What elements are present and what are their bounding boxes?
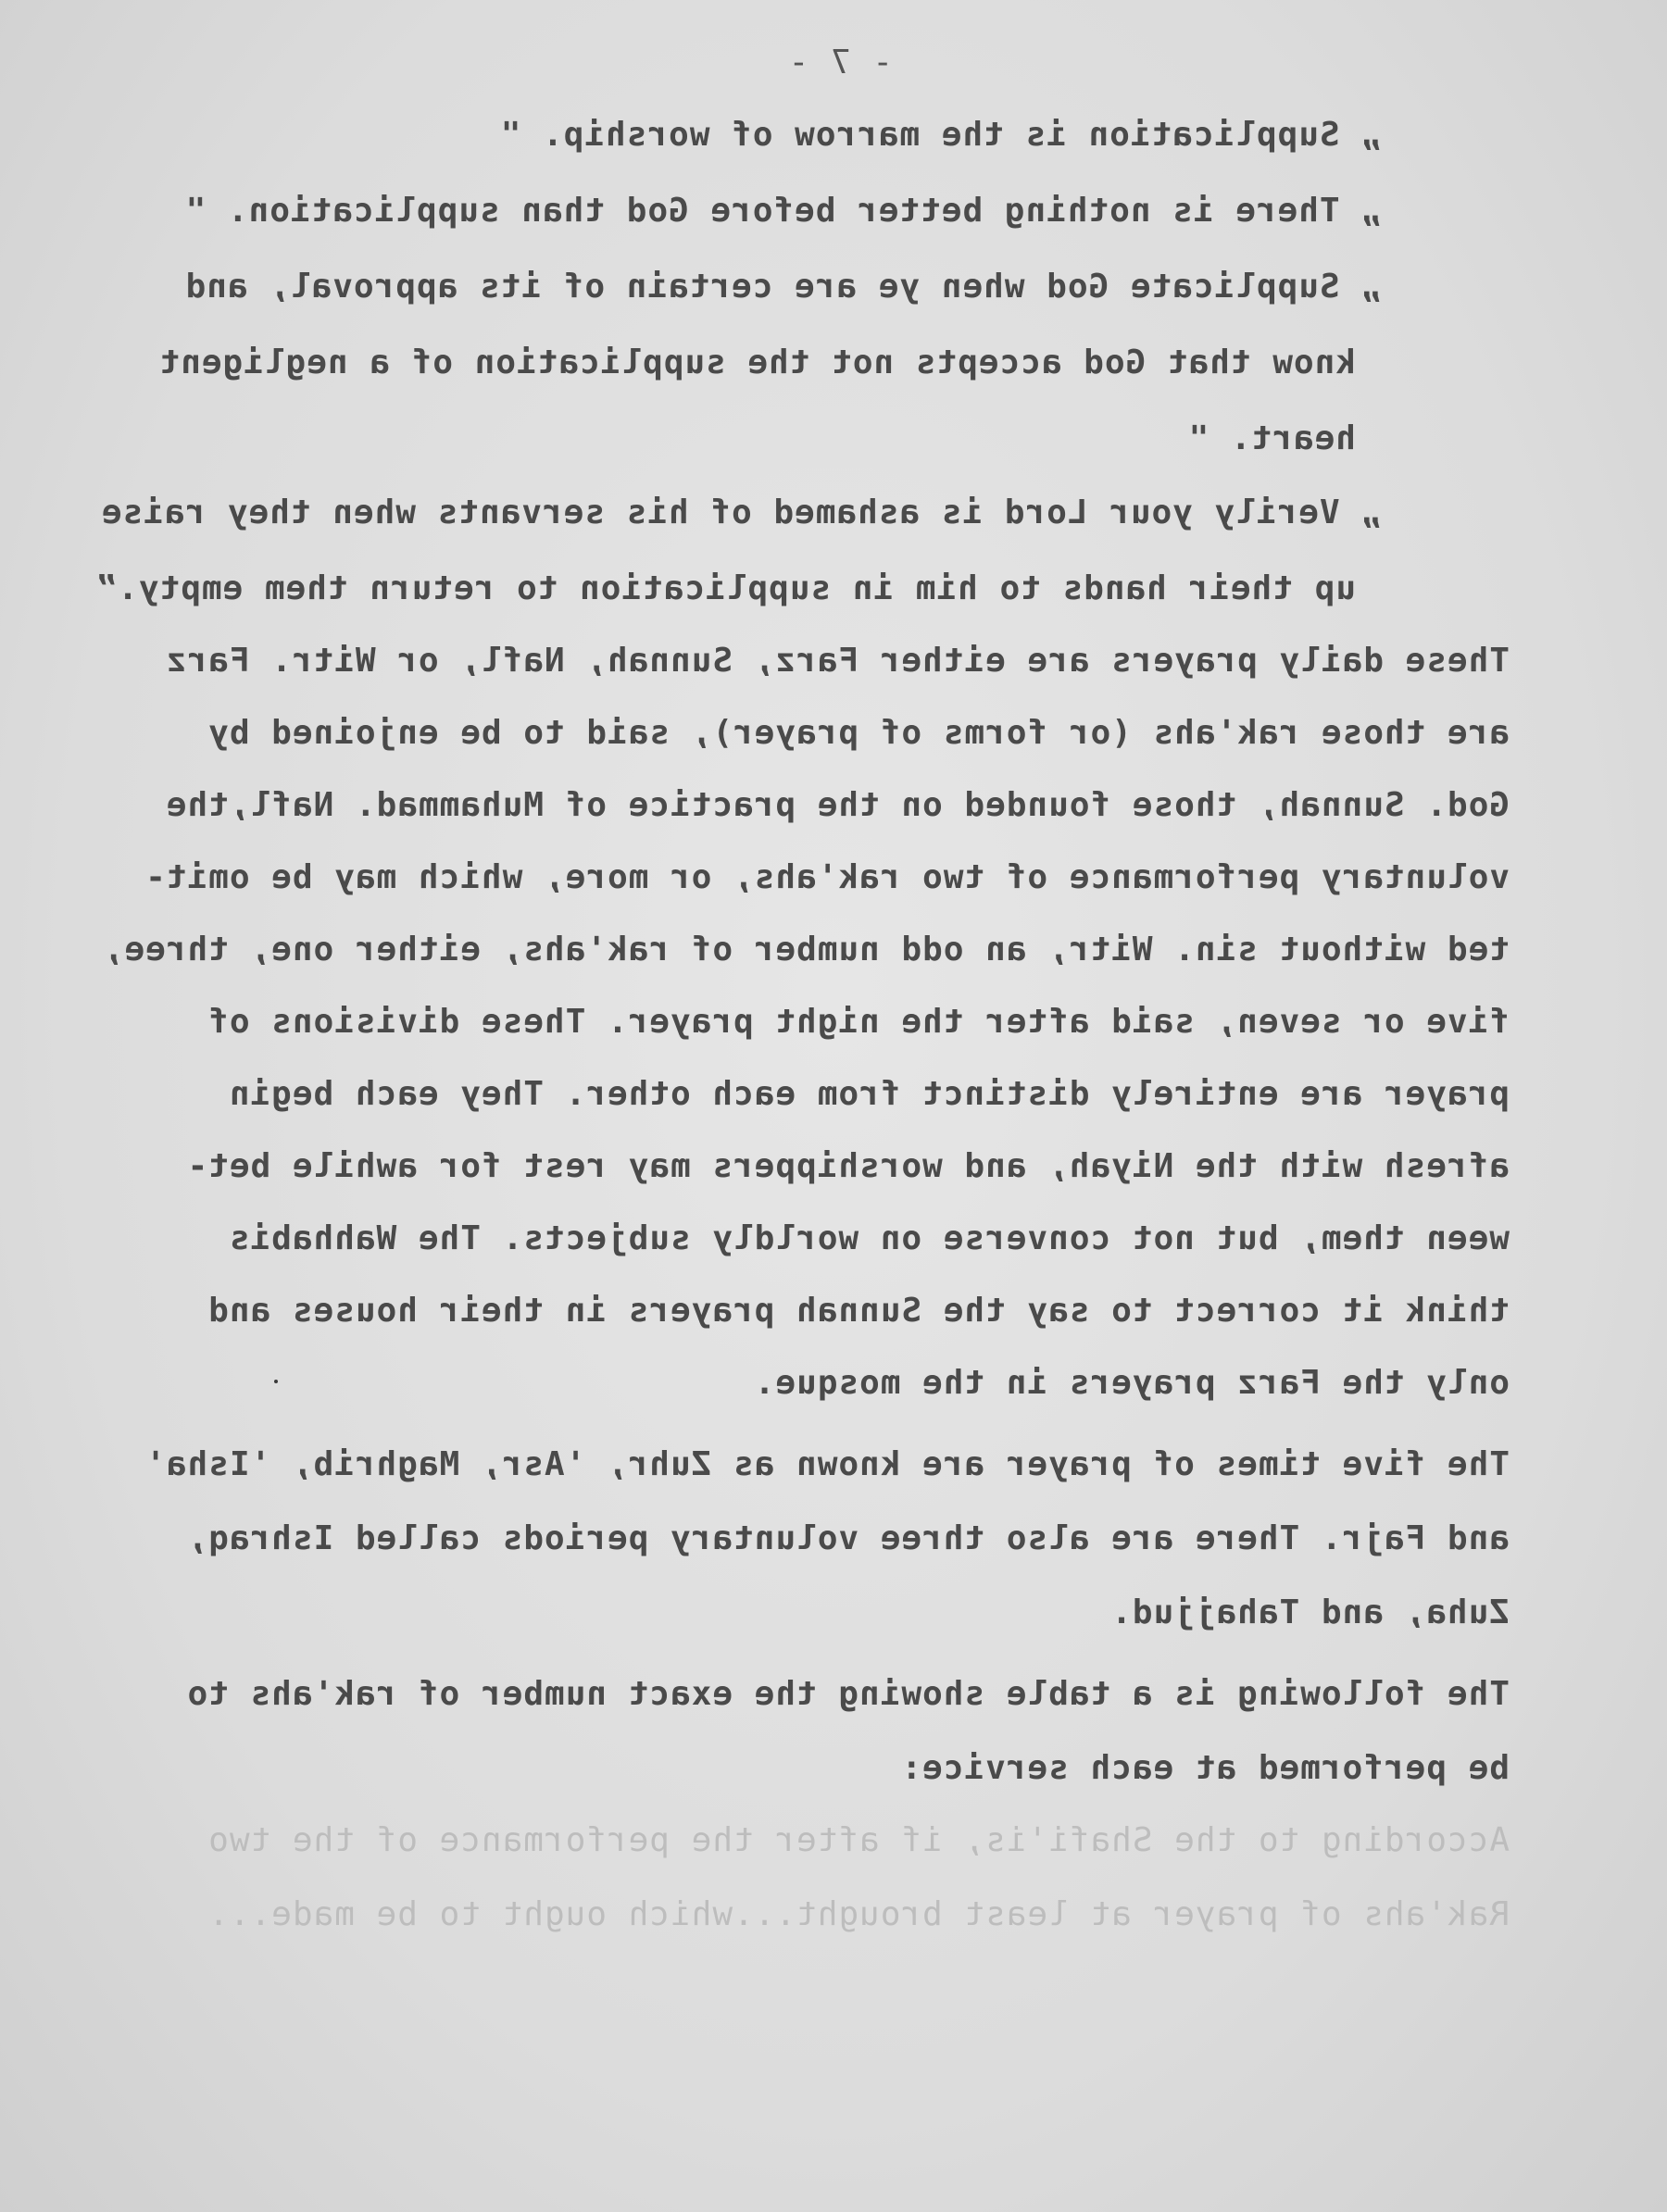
- quote-line: up their hands to him in supplication to return them empty.”: [95, 569, 1356, 607]
- paragraph-line: are those rak'ahs (or forms of prayer), said to be enjoined by: [207, 714, 1510, 752]
- paragraph-line: God. Sunnah, those founded on the practice of Muhammad. Nafl,the: [165, 786, 1510, 824]
- paragraph-line: only the Farz prayers in the mosque.: [753, 1364, 1510, 1402]
- paragraph-line: The following is a table showing the exact number of rak'ahs to: [186, 1675, 1510, 1713]
- show-through-line: According to the Shafi'is, if after the performance of the two: [207, 1821, 1510, 1859]
- paragraph-line: Zuha, and Tahajjud.: [1110, 1593, 1510, 1631]
- paragraph-line: ted without sin. Witr, an odd number of rak'ahs, either one, three,: [102, 931, 1510, 969]
- quote-line: „ Supplicate God when ye are certain of its approval, and: [184, 268, 1382, 306]
- quote-line: heart. ": [1187, 419, 1356, 457]
- paragraph-line: five or seven, said after the night prayer. These divisions of: [207, 1003, 1510, 1041]
- paragraph-line: These daily prayers are either Farz, Sunnah, Nafl, or Witr. Farz: [165, 642, 1510, 680]
- paragraph-line: and Fajr. There are also three voluntary periods called Ishraq,: [186, 1519, 1510, 1557]
- ink-speck: [274, 1380, 278, 1383]
- quote-line: „ Supplication is the marrow of worship. ": [499, 116, 1382, 154]
- paragraph-line: voluntary performance of two rak'ahs, or more, which may be omit-: [144, 858, 1510, 896]
- show-through-line: Rak'ahs of prayer at least brought...which ought to be made...: [207, 1895, 1510, 1933]
- paragraph-line: ween them, but not converse on worldly subjects. The Wahhabis: [228, 1219, 1510, 1257]
- quote-line: know that God accepts not the supplication of a negligent: [158, 344, 1356, 381]
- quote-line: „ There is nothing better before God than supplication. ": [184, 192, 1382, 230]
- quote-line: „ Verily your Lord is ashamed of his servants when they raise: [100, 494, 1382, 531]
- paragraph-line: prayer are entirely distinct from each other. They each begin: [228, 1075, 1510, 1113]
- page-number: - 7 -: [787, 44, 893, 81]
- paragraph-line: be performed at each service:: [900, 1749, 1510, 1787]
- paragraph-line: think it correct to say the Sunnah prayers in their houses and: [207, 1292, 1510, 1330]
- paragraph-line: The five times of prayer are known as Zuhr, 'Asr, Maghrib, 'Isha': [144, 1445, 1510, 1483]
- paragraph-line: afresh with the Niyah, and worshippers may rest for awhile bet-: [186, 1147, 1510, 1185]
